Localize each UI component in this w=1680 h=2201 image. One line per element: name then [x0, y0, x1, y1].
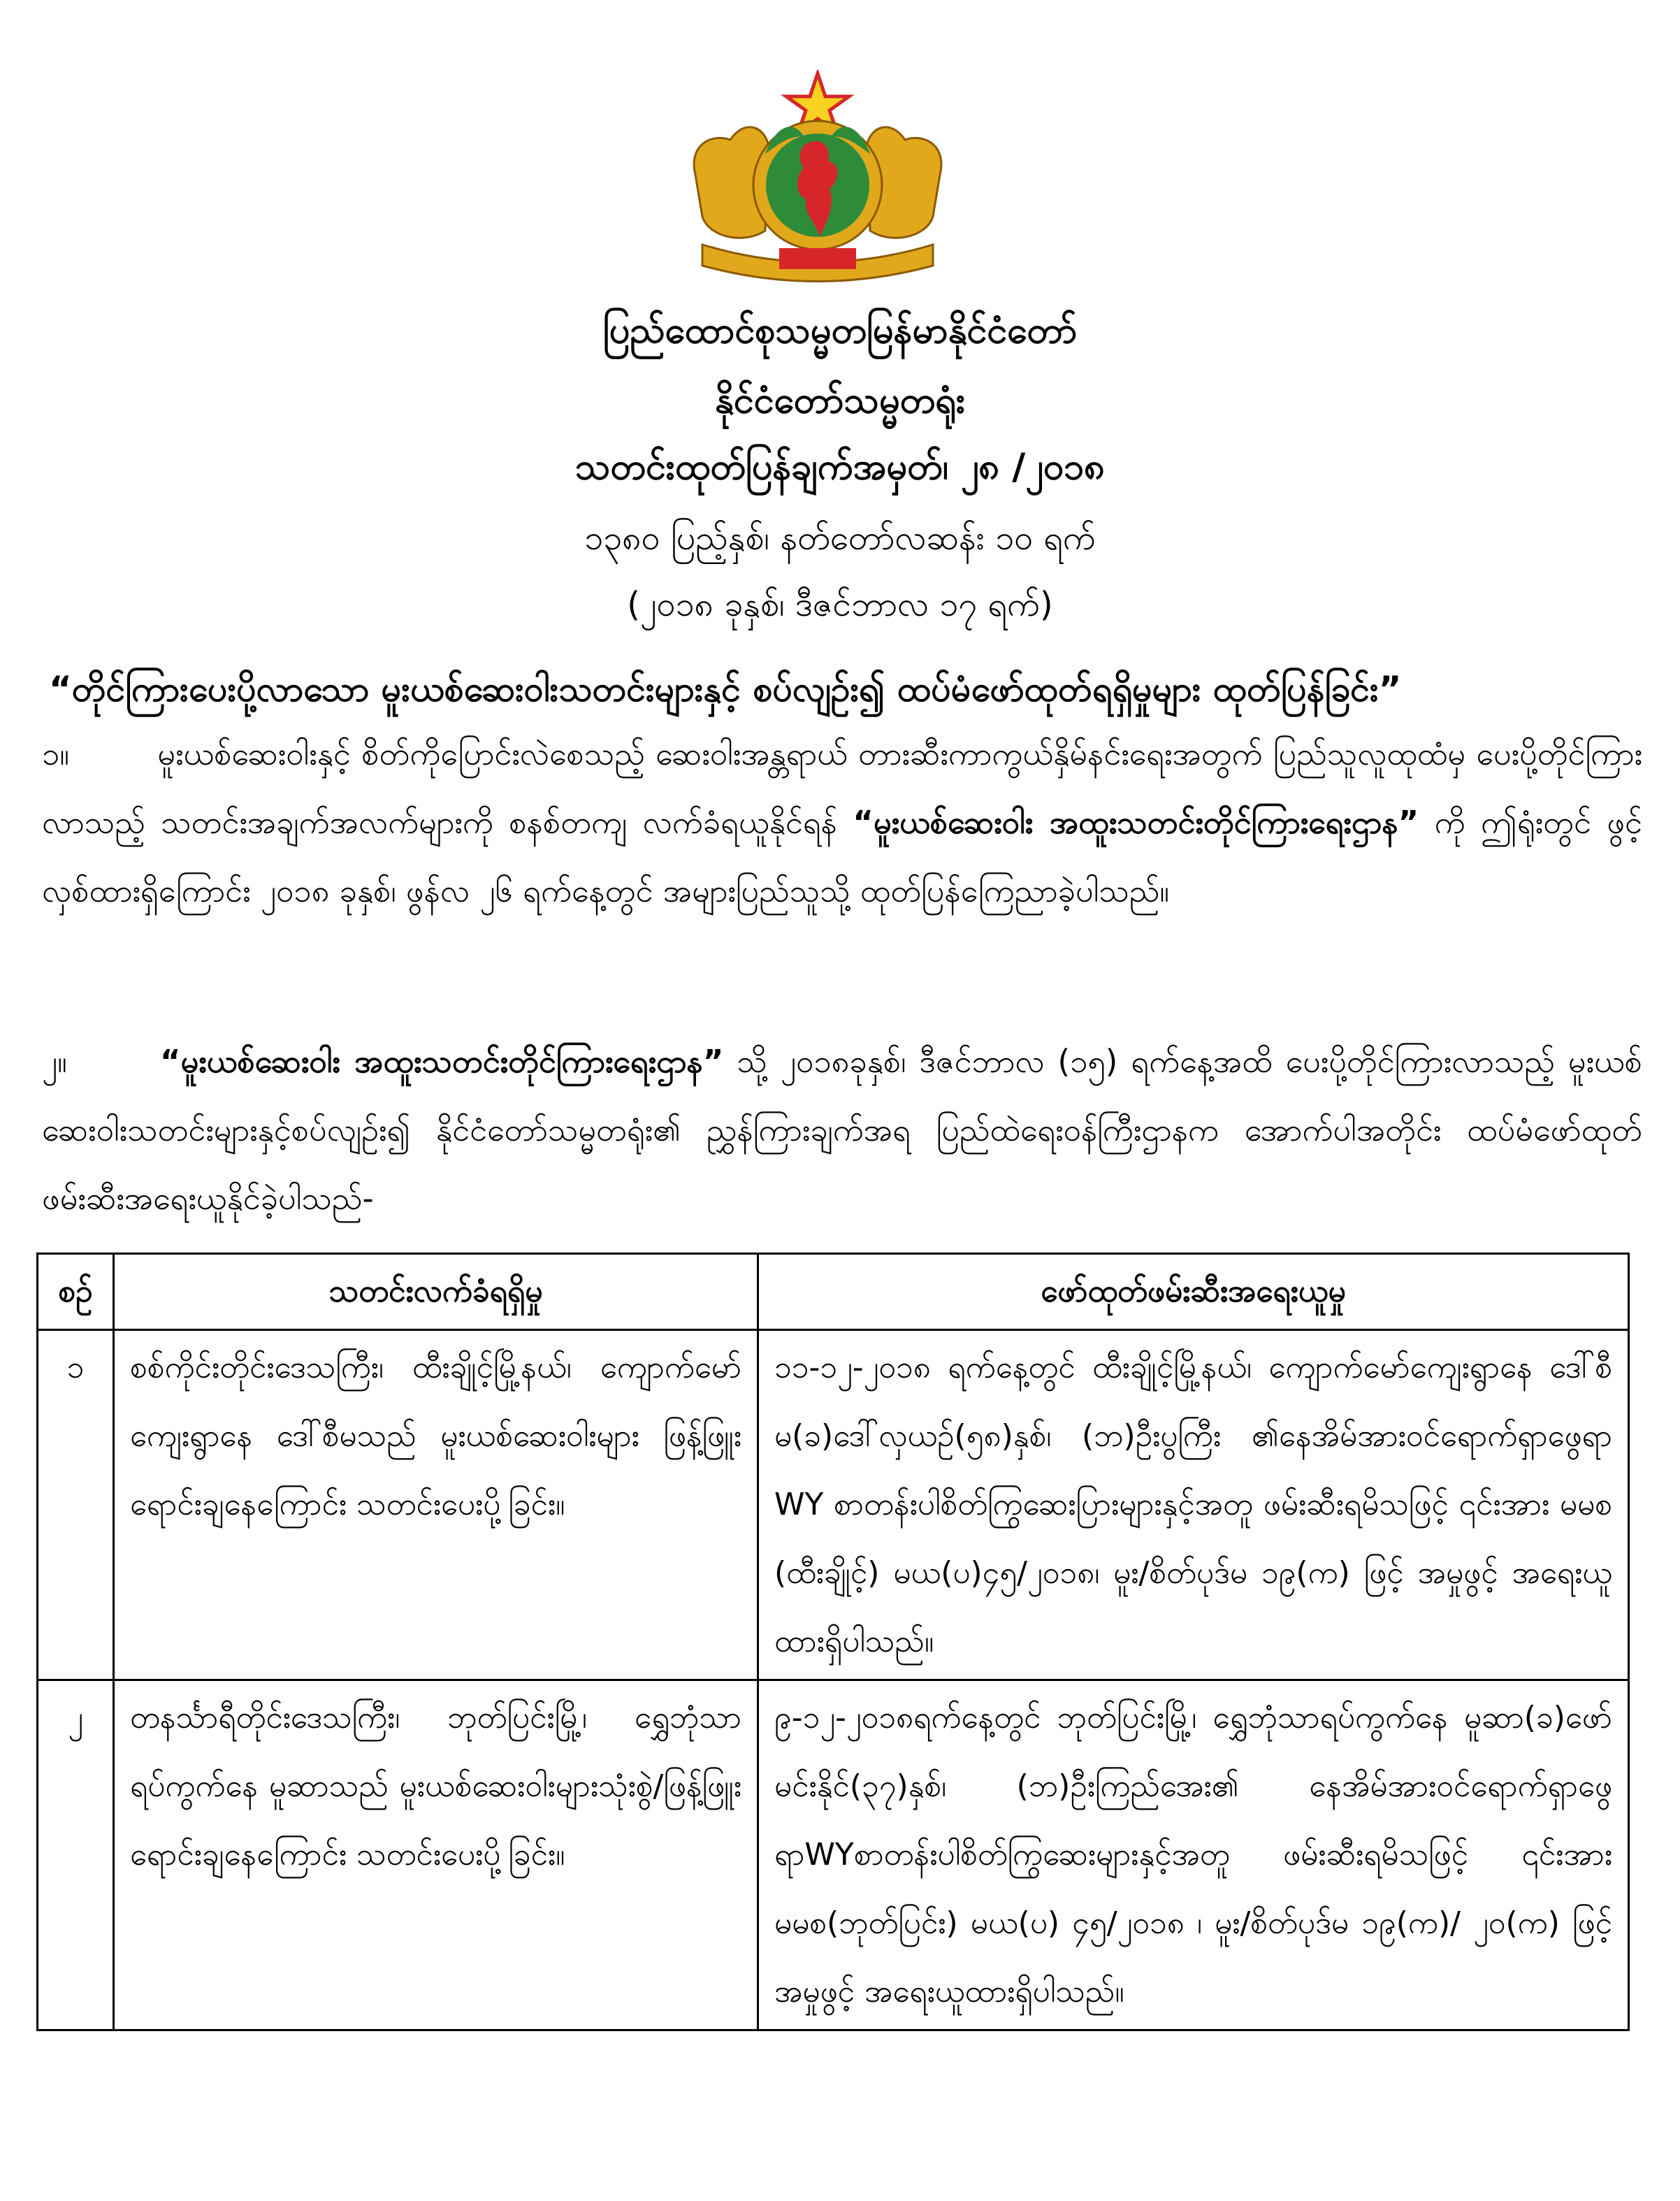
table-header-row	[38, 1254, 1629, 1330]
table-row	[38, 1330, 1629, 1680]
header-action-taken: ဖော်ထုတ်ဖမ်းဆီးအရေးယူမှု	[758, 1254, 1629, 1330]
paragraph-text: သို့ ၂၀၁၈ခုနှစ်၊ ဒီဇင်ဘာလ (၁၅) ရက်နေ့အထိ ပေးပို့တိုင်ကြားလာသည့် မူးယစ်ဆေးဝါးသတင်းများနှင့်စပ်လျဉ်း၍ နိုင်ငံတော်သမ္မတရုံး၏ ညွှန်ကြားချက်အရ ပြည်ထဲရေးဝန်ကြီးဌာနက အောက်ပါအတိုင်း ထပ်မံဖော်ထုတ်ဖမ်းဆီးအရေးယူနိုင်ခဲ့ပါသည်-	[42, 1043, 1642, 1217]
country-title: ပြည်ထောင်စုသမ္မတမြန်မာနိုင်ငံတော်	[602, 310, 1078, 352]
paragraph-bold-text: “မူးယစ်ဆေးဝါး အထူးသတင်းတိုင်ကြားရေးဌာန”	[853, 804, 1419, 841]
office-title: နိုင်ငံတော်သမ္မတရုံး	[714, 380, 966, 421]
header-information-received: သတင်းလက်ခံရရှိမှု	[114, 1254, 758, 1330]
header-serial: စဉ်	[38, 1254, 114, 1330]
row-information: စစ်ကိုင်းတိုင်းဒေသကြီး၊ ထီးချိုင့်မြို့နယ်၊ ကျောက်မော်ကျေးရွာနေ ဒေါ်စီမသည် မူးယစ်ဆေးဝါးများ ဖြန့်ဖြူးရောင်းချနေကြောင်း သတင်းပေးပို့ခြင်း။	[114, 1330, 758, 1680]
row-serial: ၂	[38, 1680, 114, 2030]
headline: “တိုင်ကြားပေးပို့လာသော မူးယစ်ဆေးဝါးသတင်းများနှင့် စပ်လျဉ်း၍ ထပ်မံဖော်ထုတ်ရရှိမှုများ ထုတ်ပြန်ခြင်း”	[49, 669, 1402, 709]
paragraph-text: ကို ဤရုံးတွင် ဖွင့်လှစ်ထားရှိကြောင်း ၂၀၁၈ ခုနှစ်၊ ဖွန်လ ၂၆ ရက်နေ့တွင် အများပြည်သူသို့ ထုတ်ပြန်ကြေညာခဲ့ပါသည်။	[42, 804, 1642, 909]
table-row	[38, 1680, 1629, 2030]
action-table	[36, 1253, 1630, 2031]
paragraph-1	[42, 720, 1642, 925]
paragraph-number: ၁။	[42, 735, 69, 772]
row-serial: ၁	[38, 1330, 114, 1680]
release-number: သတင်းထုတ်ပြန်ချက်အမှတ်၊ ၂၈ /၂၀၁၈	[574, 446, 1105, 488]
paragraph-text: မူးယစ်ဆေးဝါးနှင့် စိတ်ကိုပြောင်းလဲစေသည့် ဆေးဝါးအန္တရာယ် တားဆီးကာကွယ်နှိမ်နင်းရေးအတွက် ပြည်သူလူထုထံမှ ပေးပို့တိုင်ကြားလာသည့် သတင်းအချက်အလက်များကို စနစ်တကျ လက်ခံရယူနိုင်ရန်	[42, 735, 1643, 841]
state-seal-emblem	[681, 70, 954, 287]
date-gregorian: (၂၀၁၈ ခုနှစ်၊ ဒီဇင်ဘာလ ၁၇ ရက်)	[627, 585, 1053, 624]
paragraph-2	[42, 1027, 1642, 1233]
state-seal-icon	[681, 70, 954, 287]
date-myanmar: ၁၃၈၀ ပြည့်နှစ်၊ နတ်တော်လဆန်း ၁၀ ရက်	[584, 519, 1096, 558]
paragraph-bold-text: “မူးယစ်ဆေးဝါး အထူးသတင်းတိုင်ကြားရေးဌာန”	[160, 1043, 724, 1080]
paragraph-number: ၂။	[42, 1043, 67, 1080]
row-action: ၉-၁၂-၂၀၁၈ရက်နေ့တွင် ဘုတ်ပြင်းမြို့၊ ရွှေဘုံသာရပ်ကွက်နေ မူဆာ(ခ)ဖော်မင်းနိုင်(၃၇)နှစ်၊ (ဘ)ဦးကြည်အေး၏ နေအိမ်အားဝင်ရောက်ရှာဖွေရာWYစာတန်းပါစိတ်ကြွဆေးများနှင့်အတူ ဖမ်းဆီးရမိသဖြင့် ၎င်းအား မမစ(ဘုတ်ပြင်း) မယ(ပ) ၄၅/၂၀၁၈ ၊ မူး/စိတ်ပုဒ်မ ၁၉(က)/ ၂၀(က) ဖြင့် အမှုဖွင့် အရေးယူထားရှိပါသည်။	[758, 1680, 1629, 2030]
row-information: တနင်္သာရီတိုင်းဒေသကြီး၊ ဘုတ်ပြင်းမြို့၊ ရွှေဘုံသာရပ်ကွက်နေ မူဆာသည် မူးယစ်ဆေးဝါးများသုံးစွဲ/ဖြန့်ဖြူးရောင်းချနေကြောင်း သတင်းပေးပို့ခြင်း။	[114, 1680, 758, 2030]
row-action: ၁၁-၁၂-၂၀၁၈ ရက်နေ့တွင် ထီးချိုင့်မြို့နယ်၊ ကျောက်မော်ကျေးရွာနေ ဒေါ်စီမ(ခ)ဒေါ်လှယဉ်(၅၈)နှစ်၊ (ဘ)ဦးပွကြီး ၏နေအိမ်အားဝင်ရောက်ရှာဖွေရာ WY စာတန်းပါစိတ်ကြွဆေးပြားများနှင့်အတူ ဖမ်းဆီးရမိသဖြင့် ၎င်းအား မမစ (ထီးချိုင့်) မယ(ပ)၄၅/၂၀၁၈၊ မူး/စိတ်ပုဒ်မ ၁၉(က) ဖြင့် အမှုဖွင့် အရေးယူထားရှိပါသည်။	[758, 1330, 1629, 1680]
